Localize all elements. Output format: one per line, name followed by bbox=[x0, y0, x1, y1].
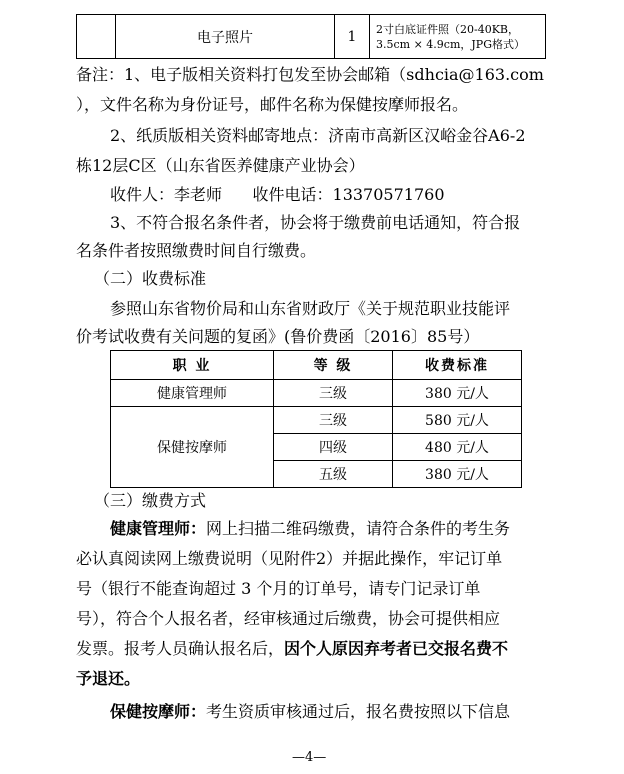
section3-line4: 号），符合个人报名者，经审核通过后缴费，协会可提供相应 bbox=[76, 609, 501, 628]
note2-line3: 收件人：李老师 收件电话：13370571760 bbox=[110, 185, 445, 204]
section3-line6: 予退还。 bbox=[76, 669, 141, 688]
page-number: —4— bbox=[292, 750, 327, 765]
no-refund-notice: 因个人原因弃考者已交报名费不 bbox=[284, 639, 509, 658]
note1-line2: ），文件名称为身份证号，邮件名称为保健按摩师报名。 bbox=[76, 95, 469, 114]
massage-therapist-label: 保健按摩师： bbox=[110, 702, 207, 721]
job-cell: 保健按摩师 bbox=[111, 407, 274, 488]
fee-cell: 580 元/人 bbox=[393, 407, 522, 434]
row-index-cell bbox=[77, 15, 116, 59]
fee-cell: 380 元/人 bbox=[393, 461, 522, 488]
fee-table bbox=[110, 350, 522, 488]
header-level: 等 级 bbox=[274, 351, 393, 380]
health-manager-label: 健康管理师： bbox=[110, 519, 207, 538]
section3-line7 bbox=[110, 701, 510, 723]
note3-line1: 3、不符合报名条件者，协会将于缴费前电话通知，符合报 bbox=[110, 213, 521, 232]
section3-line5-text: 发票。报考人员确认报名后， bbox=[76, 639, 285, 658]
level-cell: 五级 bbox=[274, 461, 393, 488]
fee-cell: 480 元/人 bbox=[393, 434, 522, 461]
header-fee: 收费标准 bbox=[393, 351, 522, 380]
section3-line7-text: 考生资质审核通过后，报名费按照以下信息 bbox=[206, 702, 511, 721]
section2-para-line1: 参照山东省物价局和山东省财政厅《关于规范职业技能评 bbox=[110, 299, 511, 318]
section2-heading: （二）收费标准 bbox=[94, 269, 207, 288]
job-cell: 健康管理师 bbox=[111, 380, 274, 407]
level-cell: 四级 bbox=[274, 434, 393, 461]
level-cell: 三级 bbox=[274, 380, 393, 407]
note3-line2: 名条件者按照缴费时间自行缴费。 bbox=[76, 241, 317, 260]
section3-line1-text: 网上扫描二维码缴费，请符合条件的考生务 bbox=[206, 519, 511, 538]
level-cell: 三级 bbox=[274, 407, 393, 434]
materials-table bbox=[76, 14, 546, 59]
item-cell: 电子照片 bbox=[116, 15, 335, 59]
fee-cell: 380 元/人 bbox=[393, 380, 522, 407]
section3-line1 bbox=[110, 518, 510, 540]
section3-heading: （三）缴费方式 bbox=[94, 491, 207, 510]
note1-line1: 备注：1、电子版相关资料打包发至协会邮箱（sdhcia@163.com bbox=[76, 65, 544, 84]
section3-line3: 号（银行不能查询超过 3 个月的订单号，请专门记录订单 bbox=[76, 579, 481, 598]
note2-line2: 栋12层C区（山东省医养健康产业协会） bbox=[76, 156, 365, 175]
spec-cell bbox=[370, 15, 546, 59]
count-cell: 1 bbox=[335, 15, 370, 59]
spec-line2: 3.5cm × 4.9cm，JPG格式） bbox=[376, 37, 525, 51]
note2-line1: 2、纸质版相关资料邮寄地点：济南市高新区汉峪金谷A6-2 bbox=[110, 126, 526, 145]
section2-para-line2: 价考试收费有关问题的复函》(鲁价费函〔2016〕85号） bbox=[76, 327, 480, 346]
section3-line5 bbox=[76, 638, 508, 660]
header-job: 职 业 bbox=[111, 351, 274, 380]
section3-line2: 必认真阅读网上缴费说明（见附件2）并据此操作，牢记订单 bbox=[76, 549, 503, 568]
spec-line1: 2寸白底证件照（20-40KB， bbox=[376, 22, 520, 36]
